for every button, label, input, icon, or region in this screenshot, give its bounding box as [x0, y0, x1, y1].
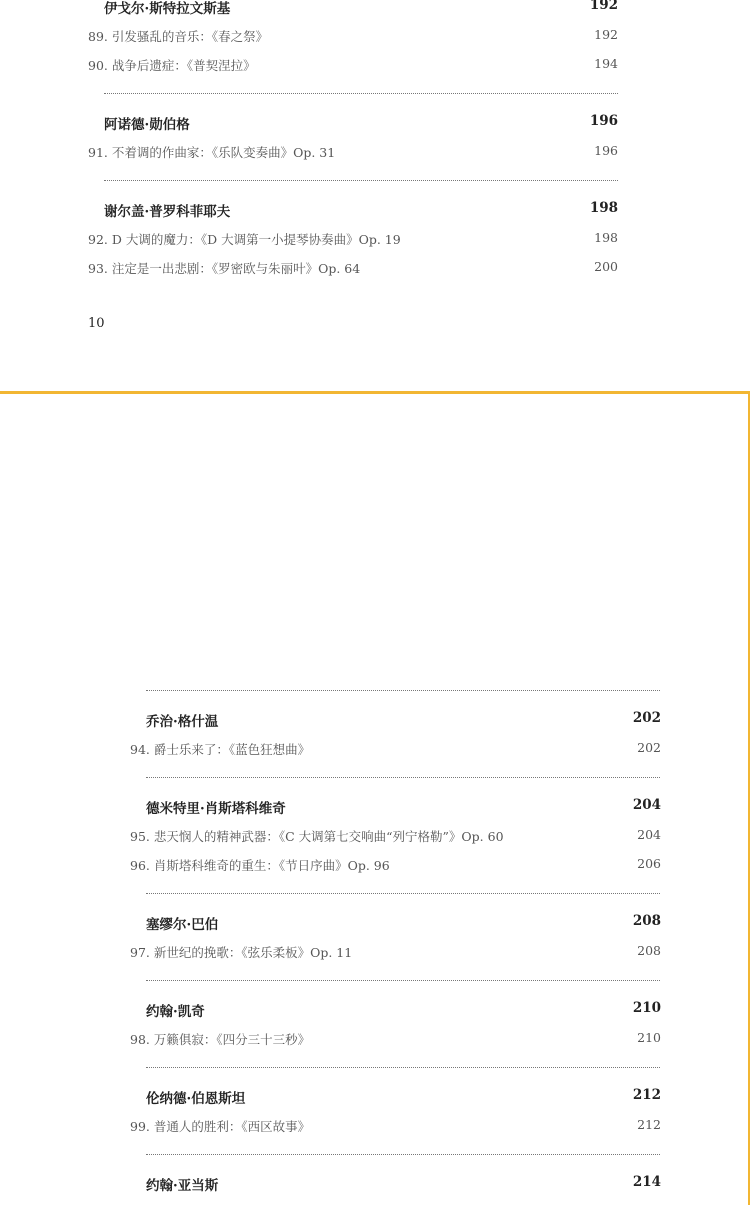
toc-entry[interactable]: 98. 万籁俱寂：《四分三十三秒》 [130, 1032, 311, 1047]
dotted-divider [146, 1067, 660, 1068]
composer-page-number: 198 [589, 200, 618, 216]
composer-page-number: 204 [632, 797, 661, 813]
composer-page-number: 214 [632, 1174, 661, 1190]
toc-entry[interactable]: 90. 战争后遗症：《普契涅拉》 [88, 58, 256, 73]
dotted-divider [104, 93, 618, 94]
toc-entry-page-number: 212 [637, 1117, 661, 1132]
toc-entry-page-number: 192 [594, 27, 618, 42]
toc-entry[interactable]: 99. 普通人的胜利：《西区故事》 [130, 1119, 311, 1134]
composer-heading: 谢尔盖·普罗科菲耶夫 [104, 204, 231, 220]
toc-entry-page-number: 208 [637, 943, 661, 958]
toc-entry[interactable]: 93. 注定是一出悲剧：《罗密欧与朱丽叶》Op. 64 [88, 261, 361, 276]
dotted-divider [146, 777, 660, 778]
composer-heading: 约翰·凯奇 [146, 1004, 205, 1020]
toc-entry[interactable]: 91. 不着调的作曲家：《乐队变奏曲》Op. 31 [88, 145, 336, 160]
dotted-divider [146, 1154, 660, 1155]
toc-entry-page-number: 196 [594, 143, 618, 158]
dotted-divider [146, 690, 660, 691]
composer-page-number: 192 [589, 0, 618, 13]
composer-page-number: 208 [632, 913, 661, 929]
toc-entry-page-number: 194 [594, 56, 618, 71]
composer-page-number: 212 [632, 1087, 661, 1103]
toc-entry-page-number: 202 [637, 740, 661, 755]
composer-heading: 约翰·亚当斯 [146, 1178, 219, 1194]
toc-page-lower [0, 393, 750, 1205]
dotted-divider [146, 893, 660, 894]
composer-heading: 塞缪尔·巴伯 [146, 917, 219, 933]
composer-heading: 乔治·格什温 [146, 714, 219, 730]
toc-entry-page-number: 200 [594, 259, 618, 274]
dotted-divider [146, 980, 660, 981]
composer-heading: 阿诺德·勋伯格 [104, 117, 190, 133]
dotted-divider [104, 180, 618, 181]
toc-entry[interactable]: 97. 新世纪的挽歌：《弦乐柔板》Op. 11 [130, 945, 353, 960]
toc-entry-page-number: 210 [637, 1030, 661, 1045]
composer-heading: 德米特里·肖斯塔科维奇 [146, 801, 286, 817]
toc-entry[interactable]: 89. 引发骚乱的音乐：《春之祭》 [88, 29, 269, 44]
composer-heading: 伦纳德·伯恩斯坦 [146, 1091, 246, 1107]
toc-entry[interactable]: 94. 爵士乐来了：《蓝色狂想曲》 [130, 742, 311, 757]
toc-page-upper [0, 0, 750, 393]
toc-entry-page-number: 198 [594, 230, 618, 245]
toc-entry-page-number: 204 [637, 827, 661, 842]
composer-page-number: 210 [632, 1000, 661, 1016]
composer-page-number: 202 [632, 710, 661, 726]
toc-entry[interactable]: 95. 悲天悯人的精神武器：《C 大调第七交响曲“列宁格勒”》Op. 60 [130, 829, 504, 844]
composer-heading: 伊戈尔·斯特拉文斯基 [104, 1, 231, 17]
footer-page-number: 10 [88, 316, 105, 331]
composer-page-number: 196 [589, 113, 618, 129]
toc-entry-page-number: 206 [637, 856, 661, 871]
toc-entry[interactable]: 92. D 大调的魔力：《D 大调第一小提琴协奏曲》Op. 19 [88, 232, 401, 247]
toc-entry[interactable]: 96. 肖斯塔科维奇的重生：《节日序曲》Op. 96 [130, 858, 390, 873]
